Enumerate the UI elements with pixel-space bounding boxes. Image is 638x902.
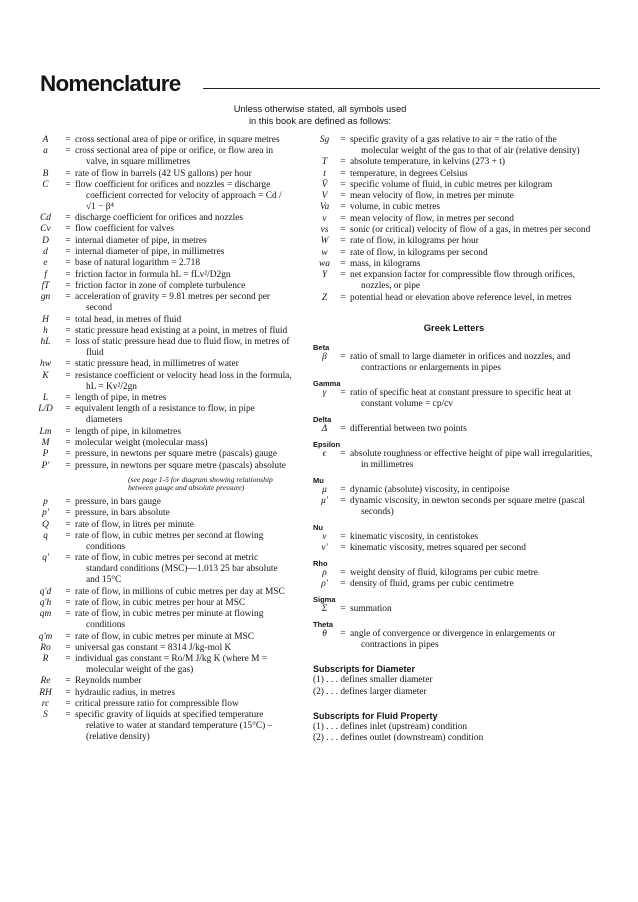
equals-sign: = [65, 553, 71, 564]
symbol: M [41, 437, 50, 448]
equals-sign: = [340, 579, 346, 590]
definition: rate of flow, in cubic metres per hour at MSC [75, 597, 246, 608]
nomenclature-entry [30, 654, 292, 676]
equals-sign: = [65, 258, 71, 269]
nomenclature-entry [30, 508, 292, 519]
greek-letters-heading: Greek Letters [423, 321, 485, 333]
equals-sign: = [65, 426, 71, 437]
equals-sign: = [65, 519, 71, 530]
definition: rate of flow, in kilograms per hour [350, 236, 479, 247]
definition: differential between two points [350, 423, 467, 434]
definition: weight density of fluid, kilograms per cubic metre [350, 568, 538, 579]
equals-sign: = [65, 393, 71, 404]
equals-sign: = [65, 235, 71, 246]
symbol: hL [40, 337, 51, 348]
nomenclature-entry [313, 236, 595, 247]
definition: rate of flow, in cubic metres per minute at MSC [75, 631, 255, 642]
definition: potential head or elevation above reference level, in metres [350, 292, 572, 303]
symbol: Y [321, 270, 328, 281]
equals-sign: = [65, 676, 71, 687]
equals-sign: = [65, 631, 71, 642]
symbol: θ [322, 629, 327, 640]
subscripts-diameter-heading: Subscripts for Diameter [313, 664, 416, 675]
nomenclature-entry [30, 135, 292, 146]
definition: flow coefficient for valves [75, 224, 175, 235]
equals-sign: = [340, 604, 346, 615]
symbol: A [42, 135, 49, 145]
equals-sign: = [65, 508, 71, 519]
equals-sign: = [340, 270, 346, 281]
symbol: ρ [322, 568, 327, 579]
equals-sign: = [65, 497, 71, 508]
symbol: S [43, 710, 48, 721]
definition: molecular weight (molecular mass) [75, 437, 208, 448]
greek-letter-name: Rho [313, 559, 328, 569]
equals-sign: = [340, 423, 346, 434]
equals-sign: = [65, 314, 71, 325]
nomenclature-entry [30, 427, 292, 438]
nomenclature-entry [30, 553, 292, 586]
subscript-item: (1) . . . defines smaller diameter [313, 675, 433, 686]
nomenclature-entry [313, 293, 595, 304]
nomenclature-entry [30, 292, 292, 314]
nomenclature-entry [30, 315, 292, 326]
definition: universal gas constant = 8314 J/kg-mol K [75, 642, 232, 653]
nomenclature-entry [313, 214, 595, 225]
equals-sign: = [65, 609, 71, 620]
definition: angle of convergence or divergence in enlargements or contractions in pipes [350, 629, 556, 651]
intro-line: Unless otherwise stated, all symbols used [233, 104, 407, 114]
symbol: Cv [40, 224, 51, 235]
nomenclature-entry [313, 191, 595, 202]
greek-entries [313, 343, 595, 652]
symbol: ϵ [322, 448, 327, 459]
definition: static pressure head, in millimetres of water [75, 359, 239, 370]
equals-sign: = [340, 202, 346, 213]
definition: rate of flow, in millions of cubic metres per day at MSC [75, 586, 285, 597]
equals-sign: = [340, 351, 346, 362]
symbol: q' [42, 553, 49, 564]
symbol: V̄ [321, 179, 328, 190]
nomenclature-entry [30, 520, 292, 531]
greek-letter-name: Beta [313, 342, 330, 352]
equals-sign: = [340, 225, 346, 236]
definition: density of fluid, grams per cubic centimetre [350, 579, 514, 590]
equals-sign: = [65, 586, 71, 597]
equals-sign: = [340, 258, 346, 269]
definition: rate of flow, in kilograms per second [350, 247, 488, 258]
equals-sign: = [340, 448, 346, 459]
equals-sign: = [340, 168, 346, 179]
definition: Reynolds number [75, 676, 142, 687]
nomenclature-entry [313, 352, 595, 374]
nomenclature-entry [30, 598, 292, 609]
equals-sign: = [65, 213, 71, 224]
equals-sign: = [340, 247, 346, 258]
definition: ratio of specific heat at constant pressure to specific heat at constant volume = cp/cv [350, 387, 572, 409]
equals-sign: = [65, 698, 71, 709]
nomenclature-entry [30, 281, 292, 292]
symbol: Lm [39, 426, 52, 437]
equals-sign: = [65, 269, 71, 280]
nomenclature-entry [30, 236, 292, 247]
definition: internal diameter of pipe, in metres [75, 235, 207, 246]
nomenclature-entry [30, 169, 292, 180]
nomenclature-entry [30, 270, 292, 281]
definition: friction factor in formula hL = fLv²/D2gn [75, 269, 231, 280]
symbol: q'h [39, 597, 52, 608]
definition: critical pressure ratio for compressible flow [75, 698, 239, 709]
equals-sign: = [65, 337, 71, 348]
nomenclature-entry [313, 543, 595, 554]
equals-sign: = [65, 325, 71, 336]
nomenclature-entry [30, 531, 292, 553]
equals-sign: = [65, 404, 71, 415]
definition: acceleration of gravity = 9.81 metres per second per second [75, 292, 271, 314]
definition: static pressure head existing at a point, in metres of fluid [75, 325, 288, 336]
nomenclature-entry [313, 135, 595, 157]
nomenclature-entry [30, 587, 292, 598]
nomenclature-entry [313, 629, 595, 651]
symbol: P' [41, 460, 50, 471]
nomenclature-entry [30, 497, 292, 508]
symbol: P [42, 449, 49, 460]
equals-sign: = [65, 135, 71, 145]
symbol: hw [40, 359, 51, 370]
nomenclature-entry [313, 579, 595, 590]
symbol: q'm [38, 631, 53, 642]
nomenclature-entry [30, 699, 292, 710]
symbol: Sg [319, 135, 330, 145]
definition: rate of flow, in cubic metres per second at metric standard conditions (MSC)—1.013 25 bar absolute and 15°C [75, 553, 278, 586]
definition: mean velocity of flow, in metres per second [350, 213, 514, 224]
nomenclature-entry [30, 710, 292, 743]
equals-sign: = [340, 543, 346, 554]
equals-sign: = [340, 213, 346, 224]
symbol: H [42, 314, 49, 325]
nomenclature-entry [313, 259, 595, 270]
nomenclature-entry [313, 225, 595, 236]
title-rule [203, 88, 600, 89]
symbol: rc [41, 698, 50, 709]
equals-sign: = [65, 642, 71, 653]
page-title: Nomenclature [40, 71, 181, 96]
symbol: Δ [321, 423, 328, 434]
symbol: Z [321, 292, 328, 303]
definition: dynamic viscosity, in newton seconds per square metre (pascal seconds) [350, 495, 585, 517]
equals-sign: = [340, 236, 346, 247]
definition: rate of flow, in cubic metres per minute at flowing conditions [75, 609, 264, 631]
definition: base of natural logarithm = 2.718 [75, 258, 201, 269]
symbol: d [43, 247, 48, 258]
equals-sign: = [340, 191, 346, 202]
subscripts-fluid-heading: Subscripts for Fluid Property [313, 710, 438, 721]
symbol: β [322, 351, 327, 362]
nomenclature-entry [313, 424, 595, 435]
definition: absolute temperature, in kelvins (273 + t) [350, 157, 505, 168]
nomenclature-entry [30, 609, 292, 631]
definition: pressure, in newtons per square metre (pascals) gauge [75, 449, 278, 460]
nomenclature-entry [30, 461, 292, 472]
nomenclature-entry [30, 359, 292, 370]
symbol: Ro [40, 642, 51, 653]
equals-sign: = [65, 292, 71, 303]
symbol: a [43, 146, 48, 157]
nomenclature-entry [30, 326, 292, 337]
subscript-item: (2) . . . defines larger diameter [313, 686, 427, 697]
equals-sign: = [340, 135, 346, 145]
equals-sign: = [65, 179, 71, 190]
definition: cross sectional area of pipe or orifice, or flow area in valve, in square millimetres [75, 146, 274, 168]
equals-sign: = [65, 280, 71, 291]
symbol: p [43, 497, 48, 508]
greek-letter-name: Gamma [313, 378, 341, 388]
symbol: V [321, 191, 328, 202]
equals-sign: = [65, 531, 71, 542]
symbol: B [42, 168, 49, 179]
definition: volume, in cubic metres [350, 202, 441, 213]
nomenclature-entry [30, 146, 292, 168]
definition: pressure, in bars gauge [75, 497, 161, 508]
symbol: L [42, 393, 49, 404]
definition: absolute roughness or effective height of pipe wall irregularities, in millimetres [350, 448, 593, 470]
nomenclature-entry [30, 224, 292, 235]
nomenclature-entry [313, 496, 595, 518]
symbol: p' [42, 508, 49, 519]
nomenclature-entry [30, 337, 292, 359]
definition: equivalent length of a resistance to flow, in pipe diameters [75, 404, 255, 426]
symbol: w [321, 247, 328, 258]
nomenclature-entry [30, 258, 292, 269]
right-column [313, 135, 595, 744]
equals-sign: = [65, 370, 71, 381]
nomenclature-entry [30, 643, 292, 654]
symbol: fT [41, 280, 50, 291]
nomenclature-entry [313, 157, 595, 168]
nomenclature-entry [30, 404, 292, 426]
equals-sign: = [340, 568, 346, 579]
nomenclature-entry [30, 438, 292, 449]
left-column [30, 135, 292, 744]
nomenclature-entry [30, 180, 292, 213]
equals-sign: = [340, 292, 346, 303]
nomenclature-entry [30, 393, 292, 404]
equals-sign: = [65, 654, 71, 665]
subscript-item: (1) . . . defines inlet (upstream) condition [313, 721, 468, 732]
greek-letter-name: Nu [313, 522, 323, 532]
greek-letter-name: Sigma [313, 595, 336, 605]
symbol: W [320, 236, 329, 247]
symbol: D [42, 235, 49, 246]
equals-sign: = [65, 449, 71, 460]
symbol: K [42, 370, 49, 381]
nomenclature-entry [30, 449, 292, 460]
equals-sign: = [65, 224, 71, 235]
symbol: h [43, 325, 48, 336]
definition: rate of flow in barrels (42 US gallons) per hour [75, 168, 252, 179]
definition: rate of flow, in litres per minute [75, 519, 194, 530]
symbol: q [43, 531, 48, 542]
definition: summation [350, 604, 392, 615]
equals-sign: = [65, 168, 71, 179]
definition: flow coefficient for orifices and nozzles = discharge coefficient corrected for velocity of approach = Cd / √1 − β⁴ [75, 179, 282, 212]
nomenclature-entry [30, 688, 292, 699]
definition: length of pipe, in kilometres [75, 426, 181, 437]
symbol: wa [319, 258, 330, 269]
nomenclature-entry [30, 371, 292, 393]
nomenclature-entry [313, 180, 595, 191]
symbol: T [321, 157, 328, 168]
greek-letter-name: Theta [313, 620, 334, 630]
definition: kinematic viscosity, metres squared per second [350, 543, 526, 554]
header [40, 72, 600, 96]
symbol: f [44, 269, 47, 280]
nomenclature-entry [30, 676, 292, 687]
intro-note [150, 104, 490, 127]
symbol: ν' [321, 543, 328, 554]
right-entries [313, 135, 595, 304]
symbol: ν [322, 531, 327, 542]
greek-letter-name: Mu [313, 475, 324, 485]
symbol: e [43, 258, 48, 269]
definition: mean velocity of flow, in metres per minute [350, 191, 514, 202]
definition: rate of flow, in cubic metres per second at flowing conditions [75, 531, 264, 553]
greek-letter-name: Epsilon [313, 439, 341, 449]
definition: specific gravity of a gas relative to air = the ratio of the molecular weight of the gas to that of air (relative density) [350, 135, 580, 156]
nomenclature-entry [313, 532, 595, 543]
definition: specific gravity of liquids at specified temperature relative to water at standard temperature (15°C) – (relative density) [75, 710, 273, 743]
symbol: L/D [38, 404, 53, 415]
equals-sign: = [340, 531, 346, 542]
nomenclature-entry [313, 202, 595, 213]
definition: length of pipe, in metres [75, 393, 167, 404]
equals-sign: = [65, 146, 71, 157]
equals-sign: = [65, 710, 71, 721]
definition: ratio of small to large diameter in orifices and nozzles, and contractions or enlargements in pipes [350, 351, 571, 373]
greek-letter-name: Delta [313, 414, 332, 424]
nomenclature-entry [313, 248, 595, 259]
equals-sign: = [340, 629, 346, 640]
symbol: Q [42, 519, 49, 530]
nomenclature-entry [313, 568, 595, 579]
definition: individual gas constant = Ro/M J/kg K (where M = molecular weight of the gas) [75, 654, 268, 676]
equals-sign: = [340, 157, 346, 168]
symbol: Cd [40, 213, 51, 224]
nomenclature-entry [313, 169, 595, 180]
symbol: Va [319, 202, 330, 213]
symbol: γ [322, 387, 327, 398]
nomenclature-entry [313, 485, 595, 496]
equals-sign: = [65, 247, 71, 258]
definition: specific volume of fluid, in cubic metres per kilogram [350, 179, 553, 190]
definition: net expansion factor for compressible flow through orifices, nozzles, or pipe [350, 270, 575, 292]
definition: dynamic (absolute) viscosity, in centipoise [350, 484, 510, 495]
symbol: q'd [39, 586, 52, 597]
equals-sign: = [65, 359, 71, 370]
definition: pressure, in bars absolute [75, 508, 170, 519]
nomenclature-entry [313, 270, 595, 292]
definition: temperature, in degrees Celsius [350, 168, 468, 179]
symbol: qm [39, 609, 52, 620]
nomenclature-entry [313, 388, 595, 410]
definition: hydraulic radius, in metres [75, 687, 175, 698]
definition: cross sectional area of pipe or orifice, in square metres [75, 135, 280, 145]
symbol: gn [40, 292, 51, 303]
pressure-diagram-note: (see page 1-5 for diagram showing relationship between gauge and absolute pressure) [128, 474, 273, 493]
definition: mass, in kilograms [350, 258, 421, 269]
equals-sign: = [65, 460, 71, 471]
equals-sign: = [65, 687, 71, 698]
symbol: ρ' [321, 579, 328, 590]
definition: total head, in metres of fluid [75, 314, 182, 325]
equals-sign: = [65, 597, 71, 608]
equals-sign: = [340, 495, 346, 506]
nomenclature-entry [30, 247, 292, 258]
equals-sign: = [340, 179, 346, 190]
definition: friction factor in zone of complete turbulence [75, 280, 246, 291]
definition: resistance coefficient or velocity head loss in the formula, hL = Kv²/2gn [75, 370, 292, 392]
equals-sign: = [340, 387, 346, 398]
definition: discharge coefficient for orifices and nozzles [75, 213, 244, 224]
nomenclature-entry [30, 632, 292, 643]
symbol: RH [39, 687, 52, 698]
nomenclature-entry [30, 213, 292, 224]
definition: loss of static pressure head due to fluid flow, in metres of fluid [75, 337, 290, 359]
definition: pressure, in newtons per square metre (pascals) absolute [75, 460, 286, 471]
symbol: v [322, 213, 327, 224]
symbol: R [42, 654, 49, 665]
symbol: t [323, 168, 326, 179]
symbol: Re [40, 676, 51, 687]
symbol: vs [320, 225, 329, 236]
nomenclature-entry [313, 604, 595, 615]
equals-sign: = [65, 437, 71, 448]
intro-line: in this book are defined as follows: [248, 115, 392, 126]
equals-sign: = [340, 484, 346, 495]
definition: sonic (or critical) velocity of flow of a gas, in metres per second [350, 225, 591, 236]
symbol: Σ [321, 604, 328, 615]
subscript-item: (2) . . . defines outlet (downstream) condition [313, 733, 484, 744]
symbol: μ' [321, 495, 328, 506]
nomenclature-entry [313, 449, 595, 471]
symbol: C [42, 179, 49, 190]
definition: kinematic viscosity, in centistokes [350, 531, 479, 542]
symbol: μ [322, 484, 327, 495]
definition: internal diameter of pipe, in millimetres [75, 247, 225, 258]
